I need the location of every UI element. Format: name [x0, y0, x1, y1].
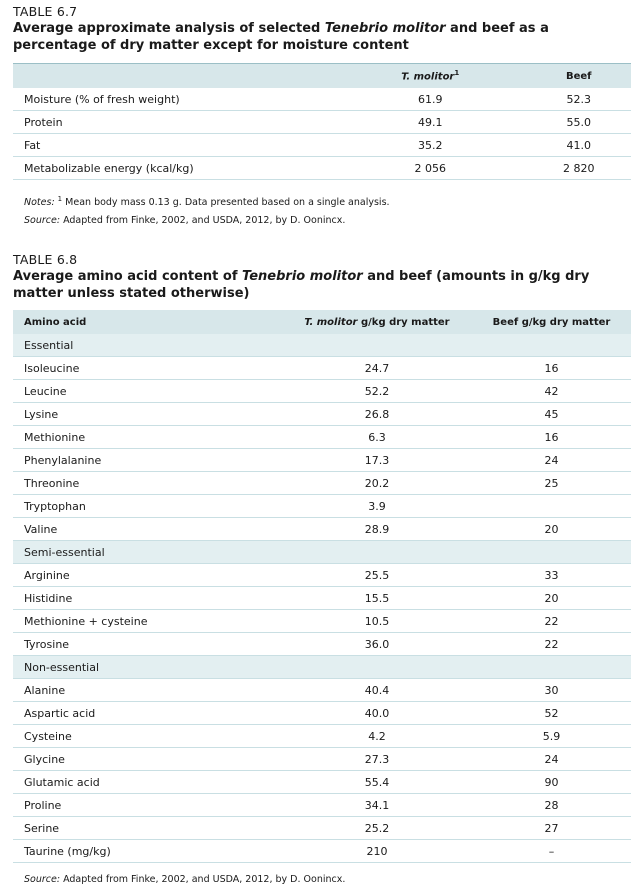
tenebrio-value: 17.3 [282, 449, 472, 472]
beef-value: 55.0 [526, 111, 631, 134]
table-6-7-body [13, 88, 631, 180]
header-beef: Beef [526, 64, 631, 89]
row-label: Leucine [13, 380, 282, 403]
row-label: Lysine [13, 403, 282, 426]
table-row [13, 564, 631, 587]
tenebrio-value: 25.5 [282, 564, 472, 587]
source-line: Source: Adapted from Finke, 2002, and USDA, 2012, by D. Oonincx. [24, 874, 346, 886]
beef-value: 45 [472, 403, 631, 426]
table-header-row [13, 310, 631, 334]
tenebrio-value: 27.3 [282, 748, 472, 771]
table-row [13, 679, 631, 702]
table-row [13, 472, 631, 495]
section-label: Semi-essential [13, 541, 631, 564]
row-label: Histidine [13, 587, 282, 610]
table-6-7-notes [24, 190, 631, 230]
table-row [13, 771, 631, 794]
row-label: Proline [13, 794, 282, 817]
tenebrio-value: 28.9 [282, 518, 472, 541]
row-label: Taurine (mg/kg) [13, 840, 282, 863]
table-row [13, 134, 631, 157]
row-label: Phenylalanine [13, 449, 282, 472]
section-label: Non-essential [13, 656, 631, 679]
tenebrio-value: 3.9 [282, 495, 472, 518]
row-label: Glutamic acid [13, 771, 282, 794]
table-row [13, 380, 631, 403]
beef-value: 41.0 [526, 134, 631, 157]
row-label: Tyrosine [13, 633, 282, 656]
beef-value: 27 [472, 817, 631, 840]
row-label: Protein [13, 111, 334, 134]
row-label: Aspartic acid [13, 702, 282, 725]
section-row [13, 334, 631, 357]
tenebrio-value: 34.1 [282, 794, 472, 817]
table-6-8-notes [24, 871, 631, 889]
table-row [13, 610, 631, 633]
tenebrio-value: 35.2 [334, 134, 526, 157]
table-6-8 [13, 310, 631, 863]
row-label: Isoleucine [13, 357, 282, 380]
beef-value: 22 [472, 633, 631, 656]
table-header-row [13, 64, 631, 89]
beef-value: 30 [472, 679, 631, 702]
table-row [13, 495, 631, 518]
table-row [13, 518, 631, 541]
tenebrio-value: 49.1 [334, 111, 526, 134]
beef-value [472, 495, 631, 518]
tenebrio-value: 36.0 [282, 633, 472, 656]
tenebrio-value: 6.3 [282, 426, 472, 449]
table-6-7-title: Average approximate analysis of selected Tenebrio molitor and beef as a percentage of dry matter except for moisture content [13, 21, 549, 53]
table-row [13, 725, 631, 748]
beef-value: – [472, 840, 631, 863]
row-label: Moisture (% of fresh weight) [13, 88, 334, 111]
row-label: Metabolizable energy (kcal/kg) [13, 157, 334, 180]
beef-value: 20 [472, 518, 631, 541]
table-row [13, 748, 631, 771]
tenebrio-value: 26.8 [282, 403, 472, 426]
tenebrio-value: 55.4 [282, 771, 472, 794]
tenebrio-value: 52.2 [282, 380, 472, 403]
tenebrio-value: 4.2 [282, 725, 472, 748]
row-label: Cysteine [13, 725, 282, 748]
header-amino-acid: Amino acid [13, 310, 282, 334]
header-blank [13, 64, 334, 89]
row-label: Fat [13, 134, 334, 157]
beef-value: 20 [472, 587, 631, 610]
table-row [13, 157, 631, 180]
table-row [13, 633, 631, 656]
tenebrio-value: 40.0 [282, 702, 472, 725]
header-beef: Beef g/kg dry matter [472, 310, 631, 334]
section-label: Essential [13, 334, 631, 357]
notes-line: Notes: $^1$ Mean body mass 0.13 g. Data presented based on a single analysis. [24, 195, 390, 209]
beef-value: 28 [472, 794, 631, 817]
tenebrio-value: 20.2 [282, 472, 472, 495]
beef-value: 24 [472, 449, 631, 472]
beef-value: 52.3 [526, 88, 631, 111]
table-6-8-title: Average amino acid content of Tenebrio molitor and beef (amounts in g/kg dry matter unless stated otherwise) [13, 269, 590, 302]
tenebrio-value: 61.9 [334, 88, 526, 111]
tenebrio-value: 40.4 [282, 679, 472, 702]
row-label: Methionine [13, 426, 282, 449]
beef-value: 42 [472, 380, 631, 403]
table-row [13, 88, 631, 111]
section-row [13, 656, 631, 679]
row-label: Glycine [13, 748, 282, 771]
table-6-7 [13, 63, 631, 180]
tenebrio-value: 15.5 [282, 587, 472, 610]
beef-value: 33 [472, 564, 631, 587]
beef-value: 90 [472, 771, 631, 794]
table-6-8-label: TABLE 6.8 [13, 252, 78, 268]
row-label: Serine [13, 817, 282, 840]
table-6-8-body [13, 334, 631, 863]
table-row [13, 426, 631, 449]
beef-value: 16 [472, 426, 631, 449]
section-row [13, 541, 631, 564]
table-row [13, 111, 631, 134]
document-page [13, 4, 631, 889]
table-row [13, 357, 631, 380]
table-row [13, 403, 631, 426]
beef-value: 22 [472, 610, 631, 633]
beef-value: 2 820 [526, 157, 631, 180]
row-label: Threonine [13, 472, 282, 495]
table-row [13, 449, 631, 472]
row-label: Valine [13, 518, 282, 541]
beef-value: 5.9 [472, 725, 631, 748]
header-tenebrio: T. molitor$^1$ [334, 64, 526, 89]
row-label: Alanine [13, 679, 282, 702]
tenebrio-value: 25.2 [282, 817, 472, 840]
row-label: Tryptophan [13, 495, 282, 518]
table-row [13, 817, 631, 840]
table-row [13, 587, 631, 610]
table-6-7-label: TABLE 6.7 [13, 4, 78, 19]
table-row [13, 702, 631, 725]
table-row [13, 794, 631, 817]
tenebrio-value: 2 056 [334, 157, 526, 180]
row-label: Arginine [13, 564, 282, 587]
tenebrio-value: 24.7 [282, 357, 472, 380]
header-tenebrio: T. molitor g/kg dry matter [282, 310, 472, 334]
beef-value: 52 [472, 702, 631, 725]
source-line: Source: Adapted from Finke, 2002, and USDA, 2012, by D. Oonincx. [24, 215, 346, 227]
table-row [13, 840, 631, 863]
tenebrio-value: 10.5 [282, 610, 472, 633]
tenebrio-value: 210 [282, 840, 472, 863]
row-label: Methionine + cysteine [13, 610, 282, 633]
beef-value: 25 [472, 472, 631, 495]
beef-value: 24 [472, 748, 631, 771]
beef-value: 16 [472, 357, 631, 380]
